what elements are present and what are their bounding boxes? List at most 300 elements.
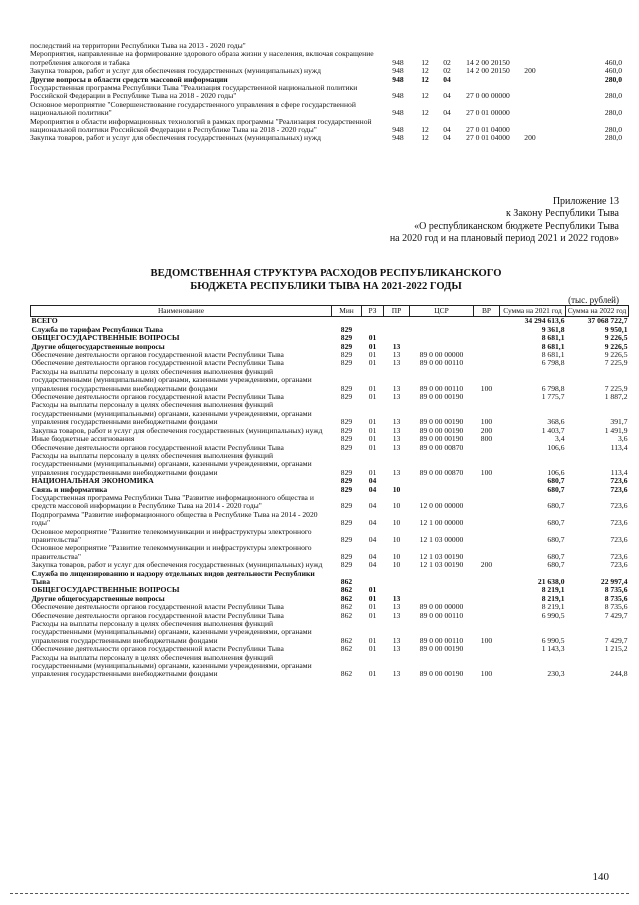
row-min: 862	[340, 602, 353, 612]
row-csr: 89 0 00 00110	[419, 635, 464, 645]
row-name: Служба по лицензированию и надзору отдельных видов деятельности Республики Тыва	[31, 568, 315, 586]
appendix-line: «О республиканском бюджете Республики Тыва	[414, 220, 619, 232]
row-min: 948	[392, 57, 404, 67]
row-sum-2022: 113,4	[610, 442, 628, 452]
table-row	[30, 50, 622, 67]
row-min: 829	[340, 333, 353, 343]
row-csr: 89 0 00 00190	[419, 644, 464, 654]
row-rz: 01	[368, 602, 377, 612]
row-vr	[474, 477, 500, 485]
row-vr	[518, 76, 542, 84]
row-sum-2021: 34 294 613,6	[524, 316, 565, 326]
table-header-row	[31, 306, 629, 317]
row-min: 829	[340, 476, 353, 486]
row-min: 829	[340, 324, 353, 334]
row-csr: 89 0 00 00190	[419, 425, 464, 435]
row-sum-2021: 6 990,5	[541, 635, 565, 645]
row-name: ОБЩЕГОСУДАРСТВЕННЫЕ ВОПРОСЫ	[31, 333, 180, 343]
row-min: 862	[340, 669, 353, 679]
row-csr: 89 0 00 00870	[419, 442, 464, 452]
row-csr: 12 1 03 00000	[419, 534, 464, 544]
row-name: Закупка товаров, работ и услуг для обеспечения государственных (муниципальных) нужд	[30, 66, 321, 76]
row-sum-2022: 8 735,6	[604, 593, 628, 603]
row-csr: 89 0 00 00190	[419, 434, 464, 444]
row-min: 829	[340, 484, 353, 494]
row-sum-2022: 8 735,6	[604, 602, 628, 612]
row-vr	[518, 118, 542, 135]
table-row	[31, 544, 629, 561]
row-csr: 12 1 00 00000	[419, 518, 464, 528]
row-sum-2022: 9 226,5	[604, 333, 628, 343]
row-sum-2021: 8 681,1	[541, 341, 565, 351]
table-row	[31, 477, 629, 485]
row-csr: 89 0 00 00110	[419, 358, 464, 368]
row-rz: 01	[368, 610, 377, 620]
row-min: 829	[340, 467, 353, 477]
row-vr	[474, 334, 500, 342]
row-vr	[474, 359, 500, 367]
row-name: Расходы на выплаты персоналу в целях обеспечения выполнения функций государственными (муниципальными) органами, казенными учреждениями, органами управления государственными внебюджетными фондами	[31, 619, 312, 645]
row-min: 829	[340, 350, 353, 360]
row-name: Мероприятия, направленные на формирование здорового образа жизни у населения, включая сокращение потребления алкоголя и табака	[30, 49, 374, 67]
title-line: ВЕДОМСТВЕННАЯ СТРУКТУРА РАСХОДОВ РЕСПУБЛИКАНСКОГО	[150, 268, 502, 279]
row-name: Основное мероприятие "Развитие телекоммуникации и инфраструктуры электронного правительства"	[31, 543, 312, 561]
row-pr: 10	[392, 501, 401, 511]
row-sum-2022: 7 429,7	[604, 635, 628, 645]
row-name: Государственная программа Республики Тыва "Реализация государственной национальной политики Российской Федерации в Республике Тыва на 2018 - 2020 годы"	[30, 83, 358, 101]
row-vr	[518, 42, 542, 50]
row-pr	[384, 326, 410, 334]
document-title	[30, 268, 622, 293]
row-name: Основное мероприятие "Развитие телекоммуникации и инфраструктуры электронного правительства"	[31, 526, 312, 544]
table-row	[31, 511, 629, 528]
row-sum-2021: 6 798,8	[541, 358, 565, 368]
row-rz	[362, 317, 384, 326]
row-rz	[362, 570, 384, 587]
row-sum-2021: 230,3	[547, 669, 565, 679]
row-min: 862	[340, 635, 353, 645]
row-sum-2022: 723,6	[610, 476, 628, 486]
row-min: 829	[340, 358, 353, 368]
row-rz: 01	[368, 417, 377, 427]
row-pr: 04	[443, 74, 451, 84]
row-sum-2022: 7 225,9	[604, 358, 628, 368]
row-sum	[542, 42, 622, 50]
row-pr: 13	[392, 417, 401, 427]
row-sum-2022: 113,4	[610, 467, 628, 477]
row-min: 948	[392, 74, 404, 84]
table-row	[31, 570, 629, 587]
row-csr	[410, 317, 474, 326]
row-name: Иные бюджетные ассигнования	[31, 434, 135, 444]
row-name: Обеспечение деятельности органов государственной власти Республики Тыва	[31, 644, 284, 654]
row-csr: 27 0 00 00000	[466, 91, 510, 101]
row-csr: 27 0 01 04000	[466, 133, 510, 143]
table-row	[31, 452, 629, 477]
row-sum-2021: 1 403,7	[541, 425, 565, 435]
row-sum-2021: 368,6	[547, 417, 565, 427]
row-csr: 14 2 00 20150	[466, 66, 510, 76]
row-sum-2022: 7 429,7	[604, 610, 628, 620]
row-min: 862	[340, 577, 353, 586]
row-pr: 02	[443, 66, 451, 76]
table-row	[31, 368, 629, 393]
table-row	[31, 401, 629, 426]
row-pr: 13	[392, 467, 401, 477]
row-sum-2022: 9 226,5	[604, 350, 628, 360]
row-rz: 01	[368, 669, 377, 679]
row-rz: 01	[368, 333, 377, 343]
row-sum-2022: 723,6	[610, 551, 628, 561]
row-rz: 12	[421, 133, 429, 143]
row-sum-2021: 6 798,8	[541, 383, 565, 393]
header-sum-2022: Сумма на 2022 год	[566, 306, 629, 317]
row-sum-2022: 3,6	[618, 434, 628, 444]
row-name: Обеспечение деятельности органов государственной власти Республики Тыва	[31, 442, 284, 452]
row-sum-2021: 680,7	[547, 518, 565, 528]
row-vr	[474, 570, 500, 587]
table-row	[30, 101, 622, 118]
row-min: 829	[340, 534, 353, 544]
row-sum-2021: 1 775,7	[541, 392, 565, 402]
row-name: НАЦИОНАЛЬНАЯ ЭКОНОМИКА	[31, 476, 154, 486]
row-vr: 200	[480, 560, 493, 570]
table-row	[30, 118, 622, 135]
row-vr	[474, 645, 500, 653]
row-vr	[474, 486, 500, 494]
row-vr	[474, 586, 500, 594]
header-pr: ПР	[384, 306, 410, 317]
row-vr	[474, 612, 500, 620]
row-csr: 89 0 00 00110	[419, 383, 464, 393]
row-sum-2022: 1 215,2	[604, 644, 628, 654]
row-csr: 89 0 00 00000	[419, 350, 464, 360]
row-pr	[384, 317, 410, 326]
row-sum-2021: 680,7	[547, 551, 565, 561]
row-csr	[458, 76, 518, 84]
row-min: 829	[340, 560, 353, 570]
row-rz: 12	[421, 66, 429, 76]
row-vr	[474, 326, 500, 334]
row-name: Обеспечение деятельности органов государственной власти Республики Тыва	[31, 602, 284, 612]
row-sum-2021: 680,7	[547, 534, 565, 544]
row-name: Закупка товаров, работ и услуг для обеспечения государственных (муниципальных) нужд	[30, 133, 321, 143]
row-sum-2022: 7 225,9	[604, 383, 628, 393]
row-vr	[474, 444, 500, 452]
row-min	[382, 42, 414, 50]
row-rz: 01	[368, 635, 377, 645]
row-csr	[410, 486, 474, 494]
row-vr	[474, 544, 500, 561]
row-sum-2022: 723,6	[610, 501, 628, 511]
row-name: Другие вопросы в области средств массовой информации	[30, 74, 228, 84]
row-rz: 01	[368, 644, 377, 654]
row-pr: 13	[392, 350, 401, 360]
row-sum-2022: 723,6	[610, 560, 628, 570]
row-name: Закупка товаров, работ и услуг для обеспечения государственных (муниципальных) нужд	[31, 560, 323, 570]
row-csr: 14 2 00 20150	[466, 57, 510, 67]
row-csr	[410, 570, 474, 587]
row-name: Расходы на выплаты персоналу в целях обеспечения выполнения функций государственными (муниципальными) органами, казенными учреждениями, органами управления государственными внебюджетными фондами	[31, 652, 312, 679]
row-pr: 13	[392, 442, 401, 452]
row-rz: 01	[368, 350, 377, 360]
row-vr: 100	[480, 467, 493, 477]
row-csr: 89 0 00 00000	[419, 602, 464, 612]
row-sum-2022: 723,6	[610, 518, 628, 528]
row-name: ОБЩЕГОСУДАРСТВЕННЫЕ ВОПРОСЫ	[31, 585, 180, 595]
row-sum-2022: 244,8	[610, 669, 628, 679]
row-vr	[474, 603, 500, 611]
row-vr	[518, 50, 542, 67]
row-pr: 04	[443, 91, 451, 101]
row-min: 948	[392, 108, 404, 118]
row-sum-2021: 9 361,8	[541, 324, 565, 334]
row-vr: 200	[524, 66, 536, 76]
row-vr	[474, 351, 500, 359]
row-min: 948	[392, 91, 404, 101]
row-rz: 01	[368, 341, 377, 351]
row-csr: 12 1 03 00190	[419, 560, 464, 570]
row-rz: 01	[368, 434, 377, 444]
row-vr	[474, 595, 500, 603]
row-min: 862	[340, 644, 353, 654]
row-csr: 89 0 00 00870	[419, 467, 464, 477]
row-pr: 13	[392, 434, 401, 444]
page-number: 140	[592, 871, 609, 883]
row-vr: 100	[480, 635, 493, 645]
row-name: Расходы на выплаты персоналу в целях обеспечения выполнения функций государственными (муниципальными) органами, казенными учреждениями, органами управления государственными внебюджетными фондами	[31, 450, 312, 477]
row-min: 948	[392, 133, 404, 143]
row-rz: 12	[421, 91, 429, 101]
row-pr: 10	[392, 560, 401, 570]
header-min: Мин	[332, 306, 362, 317]
footer-divider	[10, 893, 629, 894]
row-vr	[474, 528, 500, 545]
row-csr	[410, 334, 474, 342]
header-name: Наименование	[31, 306, 332, 317]
row-pr: 10	[392, 484, 401, 494]
row-name: Связь и информатика	[31, 484, 108, 494]
row-sum-2021: 106,6	[547, 467, 565, 477]
row-rz: 04	[368, 518, 377, 528]
row-pr: 13	[392, 341, 401, 351]
row-min: 948	[392, 125, 404, 135]
table-row	[31, 654, 629, 679]
row-vr: 200	[524, 133, 536, 143]
row-vr	[518, 101, 542, 118]
header-csr: ЦСР	[410, 306, 474, 317]
row-csr: 89 0 00 00190	[419, 392, 464, 402]
row-vr	[518, 84, 542, 101]
row-sum-2021: 8 219,1	[541, 602, 565, 612]
appendix-line: на 2020 год и на плановый период 2021 и 2022 годов»	[389, 233, 619, 245]
row-vr	[474, 511, 500, 528]
row-pr: 13	[392, 669, 401, 679]
row-rz: 01	[368, 442, 377, 452]
row-min: 829	[340, 392, 353, 402]
row-sum-2021: 8 681,1	[541, 350, 565, 360]
row-sum-2021: 3,4	[555, 434, 565, 444]
row-vr: 100	[480, 383, 493, 393]
row-name: Обеспечение деятельности органов государственной власти Республики Тыва	[31, 392, 284, 402]
row-sum-2022: 37 068 722,7	[587, 316, 628, 326]
table-row	[31, 620, 629, 645]
row-name: Обеспечение деятельности органов государственной власти Республики Тыва	[31, 358, 284, 368]
row-pr: 13	[392, 644, 401, 654]
row-pr: 10	[392, 518, 401, 528]
row-vr: 800	[480, 434, 493, 444]
row-sum-2022: 9 950,1	[604, 324, 628, 334]
header-vr: ВР	[474, 306, 500, 317]
appendix-note	[390, 196, 619, 246]
row-csr: 27 0 01 04000	[466, 125, 510, 135]
row-rz: 01	[368, 585, 377, 595]
row-pr: 10	[392, 551, 401, 561]
row-sum: 280,0	[604, 108, 622, 118]
row-name: последствий на территории Республики Тыва на 2013 - 2020 годы"	[30, 41, 246, 50]
row-pr: 13	[392, 392, 401, 402]
row-csr	[410, 586, 474, 594]
row-sum-2021: 21 638,0	[537, 577, 565, 586]
row-rz: 12	[421, 108, 429, 118]
continuation-table	[30, 42, 622, 143]
row-pr: 13	[392, 383, 401, 393]
row-rz: 04	[368, 560, 377, 570]
appendix-line: к Закону Республики Тыва	[505, 208, 619, 220]
row-pr: 04	[443, 133, 451, 143]
row-min: 829	[340, 341, 353, 351]
row-min: 829	[340, 501, 353, 511]
row-min: 829	[340, 442, 353, 452]
row-pr: 02	[443, 57, 451, 67]
row-min: 862	[340, 585, 353, 595]
table-row	[31, 494, 629, 511]
row-sum-2022: 1 887,2	[604, 392, 628, 402]
row-pr: 13	[392, 593, 401, 603]
row-csr	[410, 477, 474, 485]
row-sum-2022: 8 735,6	[604, 585, 628, 595]
row-csr	[410, 326, 474, 334]
row-csr: 27 0 01 00000	[466, 108, 510, 118]
row-vr	[474, 494, 500, 511]
row-vr: 100	[480, 669, 493, 679]
row-name: Подпрограмма "Развитие информационного общества в Республике Тыва на 2014 - 2020 годы"	[31, 509, 318, 528]
row-name: Расходы на выплаты персоналу в целях обеспечения выполнения функций государственными (муниципальными) органами, казенными учреждениями, органами управления государственными внебюджетными фондами	[31, 366, 312, 393]
row-csr: 89 0 00 00190	[419, 669, 464, 679]
row-rz: 04	[368, 476, 377, 486]
row-rz: 01	[368, 358, 377, 368]
row-sum-2021: 8 219,1	[541, 585, 565, 595]
row-csr: 12 0 00 00000	[419, 501, 464, 511]
row-csr: 89 0 00 00190	[419, 417, 464, 427]
row-sum: 280,0	[604, 91, 622, 101]
row-sum-2021: 8 681,1	[541, 333, 565, 343]
row-name: Мероприятия в области информационных технологий в рамках программы "Реализация государственной национальной политики Российской Федерации в Республике Тыва на 2018 - 2020 годы"	[30, 116, 372, 135]
row-sum: 280,0	[604, 133, 622, 143]
row-min: 862	[340, 593, 353, 603]
row-sum-2021: 680,7	[547, 484, 565, 494]
row-min: 829	[340, 383, 353, 393]
row-sum-2021: 680,7	[547, 501, 565, 511]
row-pr: 10	[392, 534, 401, 544]
row-min: 829	[340, 518, 353, 528]
row-rz: 12	[421, 57, 429, 67]
row-csr	[458, 42, 518, 50]
row-pr: 04	[443, 108, 451, 118]
row-rz: 01	[368, 593, 377, 603]
row-min: 829	[340, 417, 353, 427]
row-sum: 460,0	[604, 66, 622, 76]
row-vr: 200	[480, 425, 493, 435]
row-sum-2021: 680,7	[547, 560, 565, 570]
row-sum-2022: 22 997,4	[600, 577, 628, 586]
row-sum-2021: 1 143,3	[541, 644, 565, 654]
row-name: Другие общегосударственные вопросы	[31, 593, 165, 603]
row-rz: 01	[368, 392, 377, 402]
budget-structure-table	[30, 305, 629, 679]
row-name: ВСЕГО	[31, 316, 58, 326]
row-pr: 13	[392, 602, 401, 612]
row-pr: 13	[392, 358, 401, 368]
row-name: Обеспечение деятельности органов государственной власти Республики Тыва	[31, 350, 284, 360]
row-sum-2022: 9 226,5	[604, 341, 628, 351]
row-rz: 12	[421, 125, 429, 135]
row-pr	[384, 570, 410, 587]
row-sum: 280,0	[604, 74, 622, 84]
row-csr: 89 0 00 00110	[419, 610, 464, 620]
row-min: 862	[340, 610, 353, 620]
row-min: 829	[340, 425, 353, 435]
row-name: Закупка товаров, работ и услуг для обеспечения государственных (муниципальных) нужд	[31, 425, 323, 435]
row-name: Основное мероприятие "Совершенствование государственного управления в сфере государственной национальной политики"	[30, 99, 356, 118]
row-sum-2022: 391,7	[610, 417, 628, 427]
row-rz: 01	[368, 467, 377, 477]
row-pr: 13	[392, 635, 401, 645]
row-name: Расходы на выплаты персоналу в целях обеспечения выполнения функций государственными (муниципальными) органами, казенными учреждениями, органами управления государственными внебюджетными фондами	[31, 400, 312, 427]
row-vr	[474, 343, 500, 351]
units-label: (тыс. рублей)	[568, 295, 619, 305]
row-rz: 04	[368, 484, 377, 494]
row-rz: 04	[368, 534, 377, 544]
row-sum: 280,0	[604, 125, 622, 135]
row-vr	[474, 317, 500, 326]
row-pr: 13	[392, 610, 401, 620]
row-rz: 12	[421, 74, 429, 84]
row-sum-2021: 6 990,5	[541, 610, 565, 620]
row-vr	[474, 393, 500, 401]
row-pr: 13	[392, 425, 401, 435]
row-pr	[436, 42, 458, 50]
row-rz: 01	[368, 383, 377, 393]
row-name: Обеспечение деятельности органов государственной власти Республики Тыва	[31, 610, 284, 620]
row-min: 829	[340, 434, 353, 444]
table-row	[31, 528, 629, 545]
row-csr: 12 1 03 00190	[419, 551, 464, 561]
row-min: 948	[392, 66, 404, 76]
row-rz	[414, 42, 436, 50]
row-min: 829	[340, 551, 353, 561]
row-name: Служба по тарифам Республики Тыва	[31, 324, 164, 334]
appendix-line: Приложение 13	[552, 196, 619, 207]
header-rz: РЗ	[362, 306, 384, 317]
row-pr: 04	[443, 125, 451, 135]
row-sum-2021: 106,6	[547, 442, 565, 452]
table-row	[30, 84, 622, 101]
title-line: БЮДЖЕТА РЕСПУБЛИКИ ТЫВА НА 2021-2022 ГОДЫ	[190, 280, 462, 292]
table-row	[30, 134, 622, 142]
row-sum-2021: 680,7	[547, 476, 565, 486]
row-rz: 04	[368, 551, 377, 561]
